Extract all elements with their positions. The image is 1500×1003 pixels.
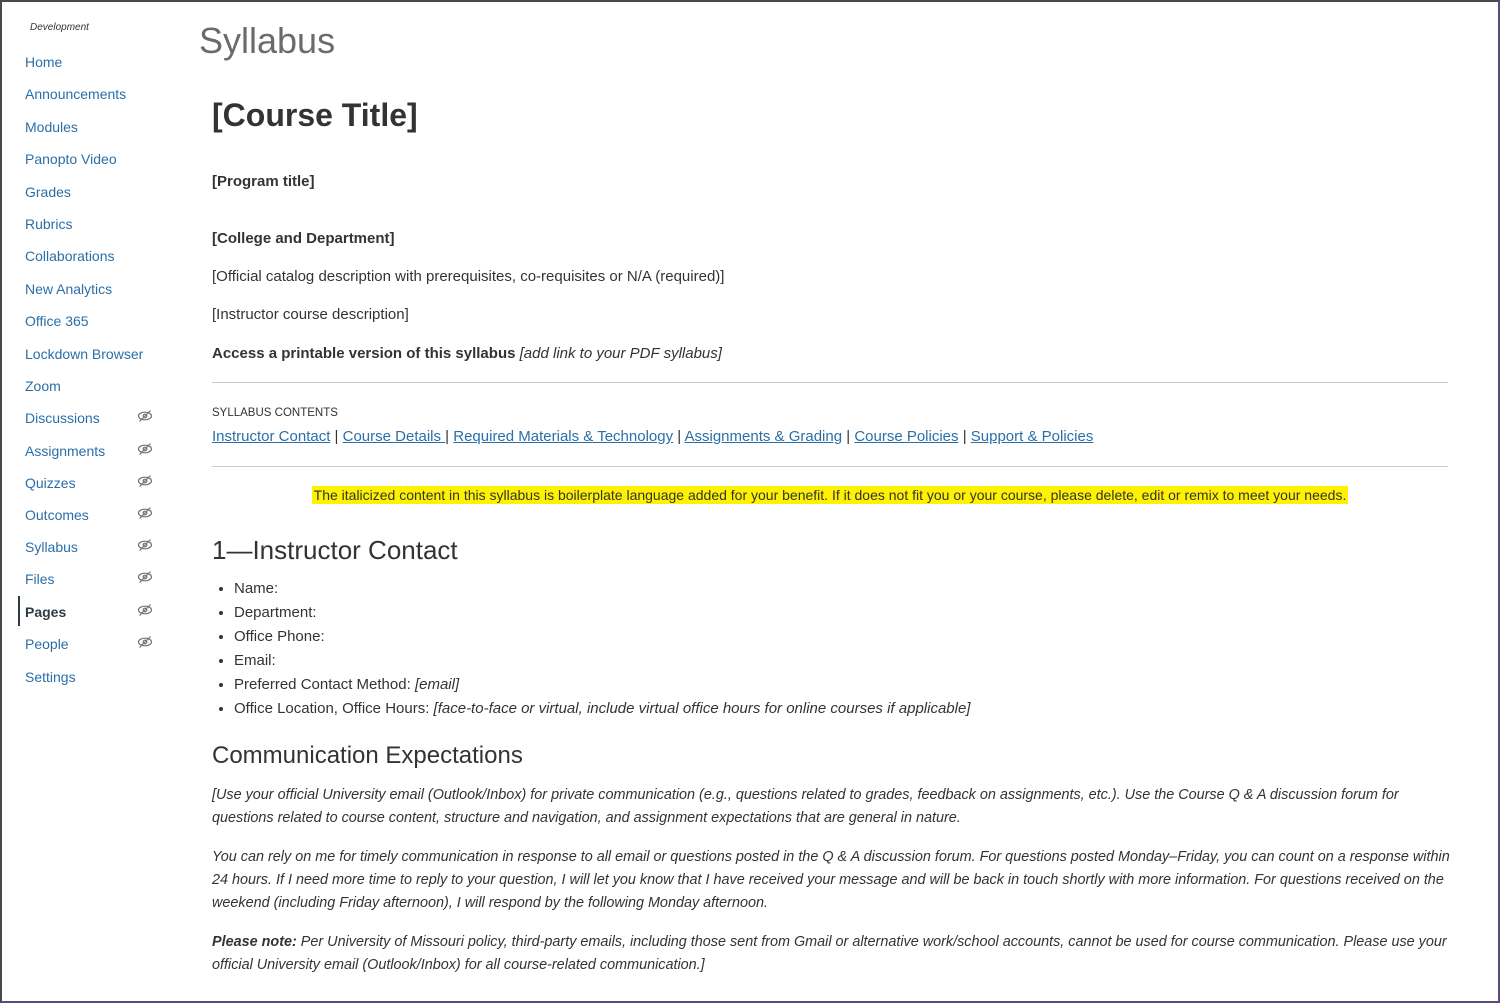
hidden-eye-icon: [137, 505, 153, 521]
sidebar-item-modules[interactable]: [25, 115, 165, 139]
sidebar-item-new-analytics[interactable]: [25, 277, 165, 301]
page-title: Syllabus: [199, 20, 336, 61]
college-department: [College and Department]: [212, 230, 395, 247]
toc-link-course-policies[interactable]: Course Policies: [854, 428, 959, 445]
communication-paragraph-2: You can rely on me for timely communication in response to all email or questions posted in the Q & A discussion forum. For questions posted Monday–Friday, you can count on a response within 24 hours. If I need more time to reply to your question, I will let you know that I have received your message and will be back in touch shortly with more information. For questions received on the weekend (including Friday afternoon), I will respond by the following Monday afternoon.: [212, 849, 1450, 911]
active-indicator: [18, 596, 20, 626]
sidebar-item-people[interactable]: [25, 632, 165, 656]
contact-item: [234, 698, 970, 722]
contact-label: Email:: [234, 652, 276, 669]
section-heading-communication: Communication Expectations: [212, 742, 523, 769]
toc-link-course-details[interactable]: Course Details: [342, 428, 446, 445]
hidden-eye-icon: [137, 408, 153, 424]
toc-separator: |: [842, 428, 855, 445]
sidebar-item-label: Panopto Video: [25, 151, 117, 167]
sidebar-item-panopto-video[interactable]: [25, 147, 165, 171]
sidebar-item-label: Zoom: [25, 378, 61, 394]
contact-value: [face-to-face or virtual, include virtual office hours for online courses if applicable]: [433, 700, 971, 717]
course-title: [Course Title]: [212, 97, 418, 133]
contact-item: [234, 674, 970, 698]
sidebar-item-zoom[interactable]: [25, 374, 165, 398]
toc-separator: |: [445, 428, 454, 445]
sidebar-item-label: Outcomes: [25, 507, 89, 523]
printable-version-line: [212, 345, 722, 362]
sidebar-item-label: Lockdown Browser: [25, 346, 144, 362]
toc-link-instructor-contact[interactable]: Instructor Contact: [212, 428, 331, 445]
instructor-description: [Instructor course description]: [212, 306, 409, 323]
sidebar-item-label: Office 365: [25, 313, 89, 329]
divider: [212, 382, 1448, 383]
sidebar-item-label: Rubrics: [25, 216, 73, 232]
contact-value: [email]: [414, 676, 460, 693]
printable-version-note: [add link to your PDF syllabus]: [515, 345, 722, 362]
hidden-eye-icon: [137, 537, 153, 553]
toc-separator: |: [673, 428, 685, 445]
sidebar-item-announcements[interactable]: [25, 82, 165, 106]
sidebar-item-label: Pages: [25, 604, 67, 620]
sidebar-item-label: Modules: [25, 119, 78, 135]
sidebar-item-discussions[interactable]: [25, 406, 165, 430]
communication-paragraph-1: [Use your official University email (Outlook/Inbox) for private communication (e.g., questions related to grades, feedback on assignments, etc.). Use the Course Q & A discussion forum for questions related to course content, structure and navigation, and assignment expectations that are general in nature.: [212, 787, 1399, 826]
sidebar-item-label: Collaborations: [25, 248, 115, 264]
contact-label: Office Phone:: [234, 628, 325, 645]
sidebar-item-label: Home: [25, 54, 63, 70]
toc-label: SYLLABUS CONTENTS: [212, 407, 338, 419]
communication-paragraph-3: [212, 931, 1452, 977]
hidden-eye-icon: [137, 569, 153, 585]
course-label: Development: [30, 22, 89, 33]
sidebar-item-label: Grades: [25, 184, 71, 200]
boilerplate-notice: [212, 487, 1448, 505]
contact-label: Office Location, Office Hours:: [234, 700, 434, 717]
sidebar-item-office-365[interactable]: [25, 309, 165, 333]
hidden-eye-icon: [137, 473, 153, 489]
contact-label: Department:: [234, 604, 317, 621]
sidebar-item-label: Assignments: [25, 443, 106, 459]
toc-separator: |: [330, 428, 343, 445]
sidebar-item-label: Files: [25, 571, 55, 587]
sidebar-item-label: People: [25, 636, 69, 652]
sidebar-item-label: Quizzes: [25, 475, 76, 491]
course-navigation: [2, 2, 177, 1001]
sidebar-item-rubrics[interactable]: [25, 212, 165, 236]
contact-item: [234, 578, 970, 602]
sidebar-item-grades[interactable]: [25, 180, 165, 204]
contact-item: [234, 650, 970, 674]
divider: [212, 466, 1448, 467]
toc-separator: |: [958, 428, 971, 445]
contact-item: [234, 626, 970, 650]
sidebar-item-collaborations[interactable]: [25, 244, 165, 268]
sidebar-item-outcomes[interactable]: [25, 503, 165, 527]
sidebar-item-lockdown-browser[interactable]: [25, 342, 165, 366]
sidebar-item-home[interactable]: [25, 50, 165, 74]
hidden-eye-icon: [137, 602, 153, 618]
toc-link-support-policies[interactable]: Support & Policies: [970, 428, 1094, 445]
please-note-label: Please note:: [212, 934, 297, 950]
sidebar-item-label: Discussions: [25, 410, 100, 426]
section-heading-instructor-contact: 1—Instructor Contact: [212, 535, 458, 565]
sidebar-item-label: Syllabus: [25, 539, 78, 555]
program-title: [Program title]: [212, 173, 315, 190]
sidebar-item-quizzes[interactable]: [25, 471, 165, 495]
sidebar-item-syllabus[interactable]: [25, 535, 165, 559]
toc-link-required-materials-technology[interactable]: Required Materials & Technology: [453, 428, 674, 445]
sidebar-item-label: Settings: [25, 669, 76, 685]
catalog-description: [Official catalog description with prerequisites, co-requisites or N/A (required)]: [212, 268, 725, 285]
contact-label: Preferred Contact Method:: [234, 676, 415, 693]
sidebar-item-label: New Analytics: [25, 281, 113, 297]
sidebar-item-label: Announcements: [25, 86, 127, 102]
sidebar-item-files[interactable]: [25, 567, 165, 591]
contact-item: [234, 602, 970, 626]
toc-link-assignments-grading[interactable]: Assignments & Grading: [684, 428, 843, 445]
highlighted-text: The italicized content in this syllabus is boilerplate language added for your benefit. If it does not fit you or your course, please delete, edit or remix to meet your needs.: [313, 487, 1347, 503]
contact-list: [234, 578, 970, 722]
please-note-text: Per University of Missouri policy, third-party emails, including those sent from Gmail or alternative work/school accounts, cannot be used for course communication. Please use your official University email (Outlook/Inbox) for all course-related communication.]: [212, 934, 1447, 973]
hidden-eye-icon: [137, 634, 153, 650]
contact-label: Name:: [234, 580, 279, 597]
hidden-eye-icon: [137, 441, 153, 457]
sidebar-item-settings[interactable]: [25, 665, 165, 689]
sidebar-item-assignments[interactable]: [25, 439, 165, 463]
sidebar-item-pages[interactable]: [25, 600, 165, 624]
printable-version-label: Access a printable version of this syllabus: [212, 345, 516, 362]
syllabus-contents-links: [212, 428, 1093, 445]
